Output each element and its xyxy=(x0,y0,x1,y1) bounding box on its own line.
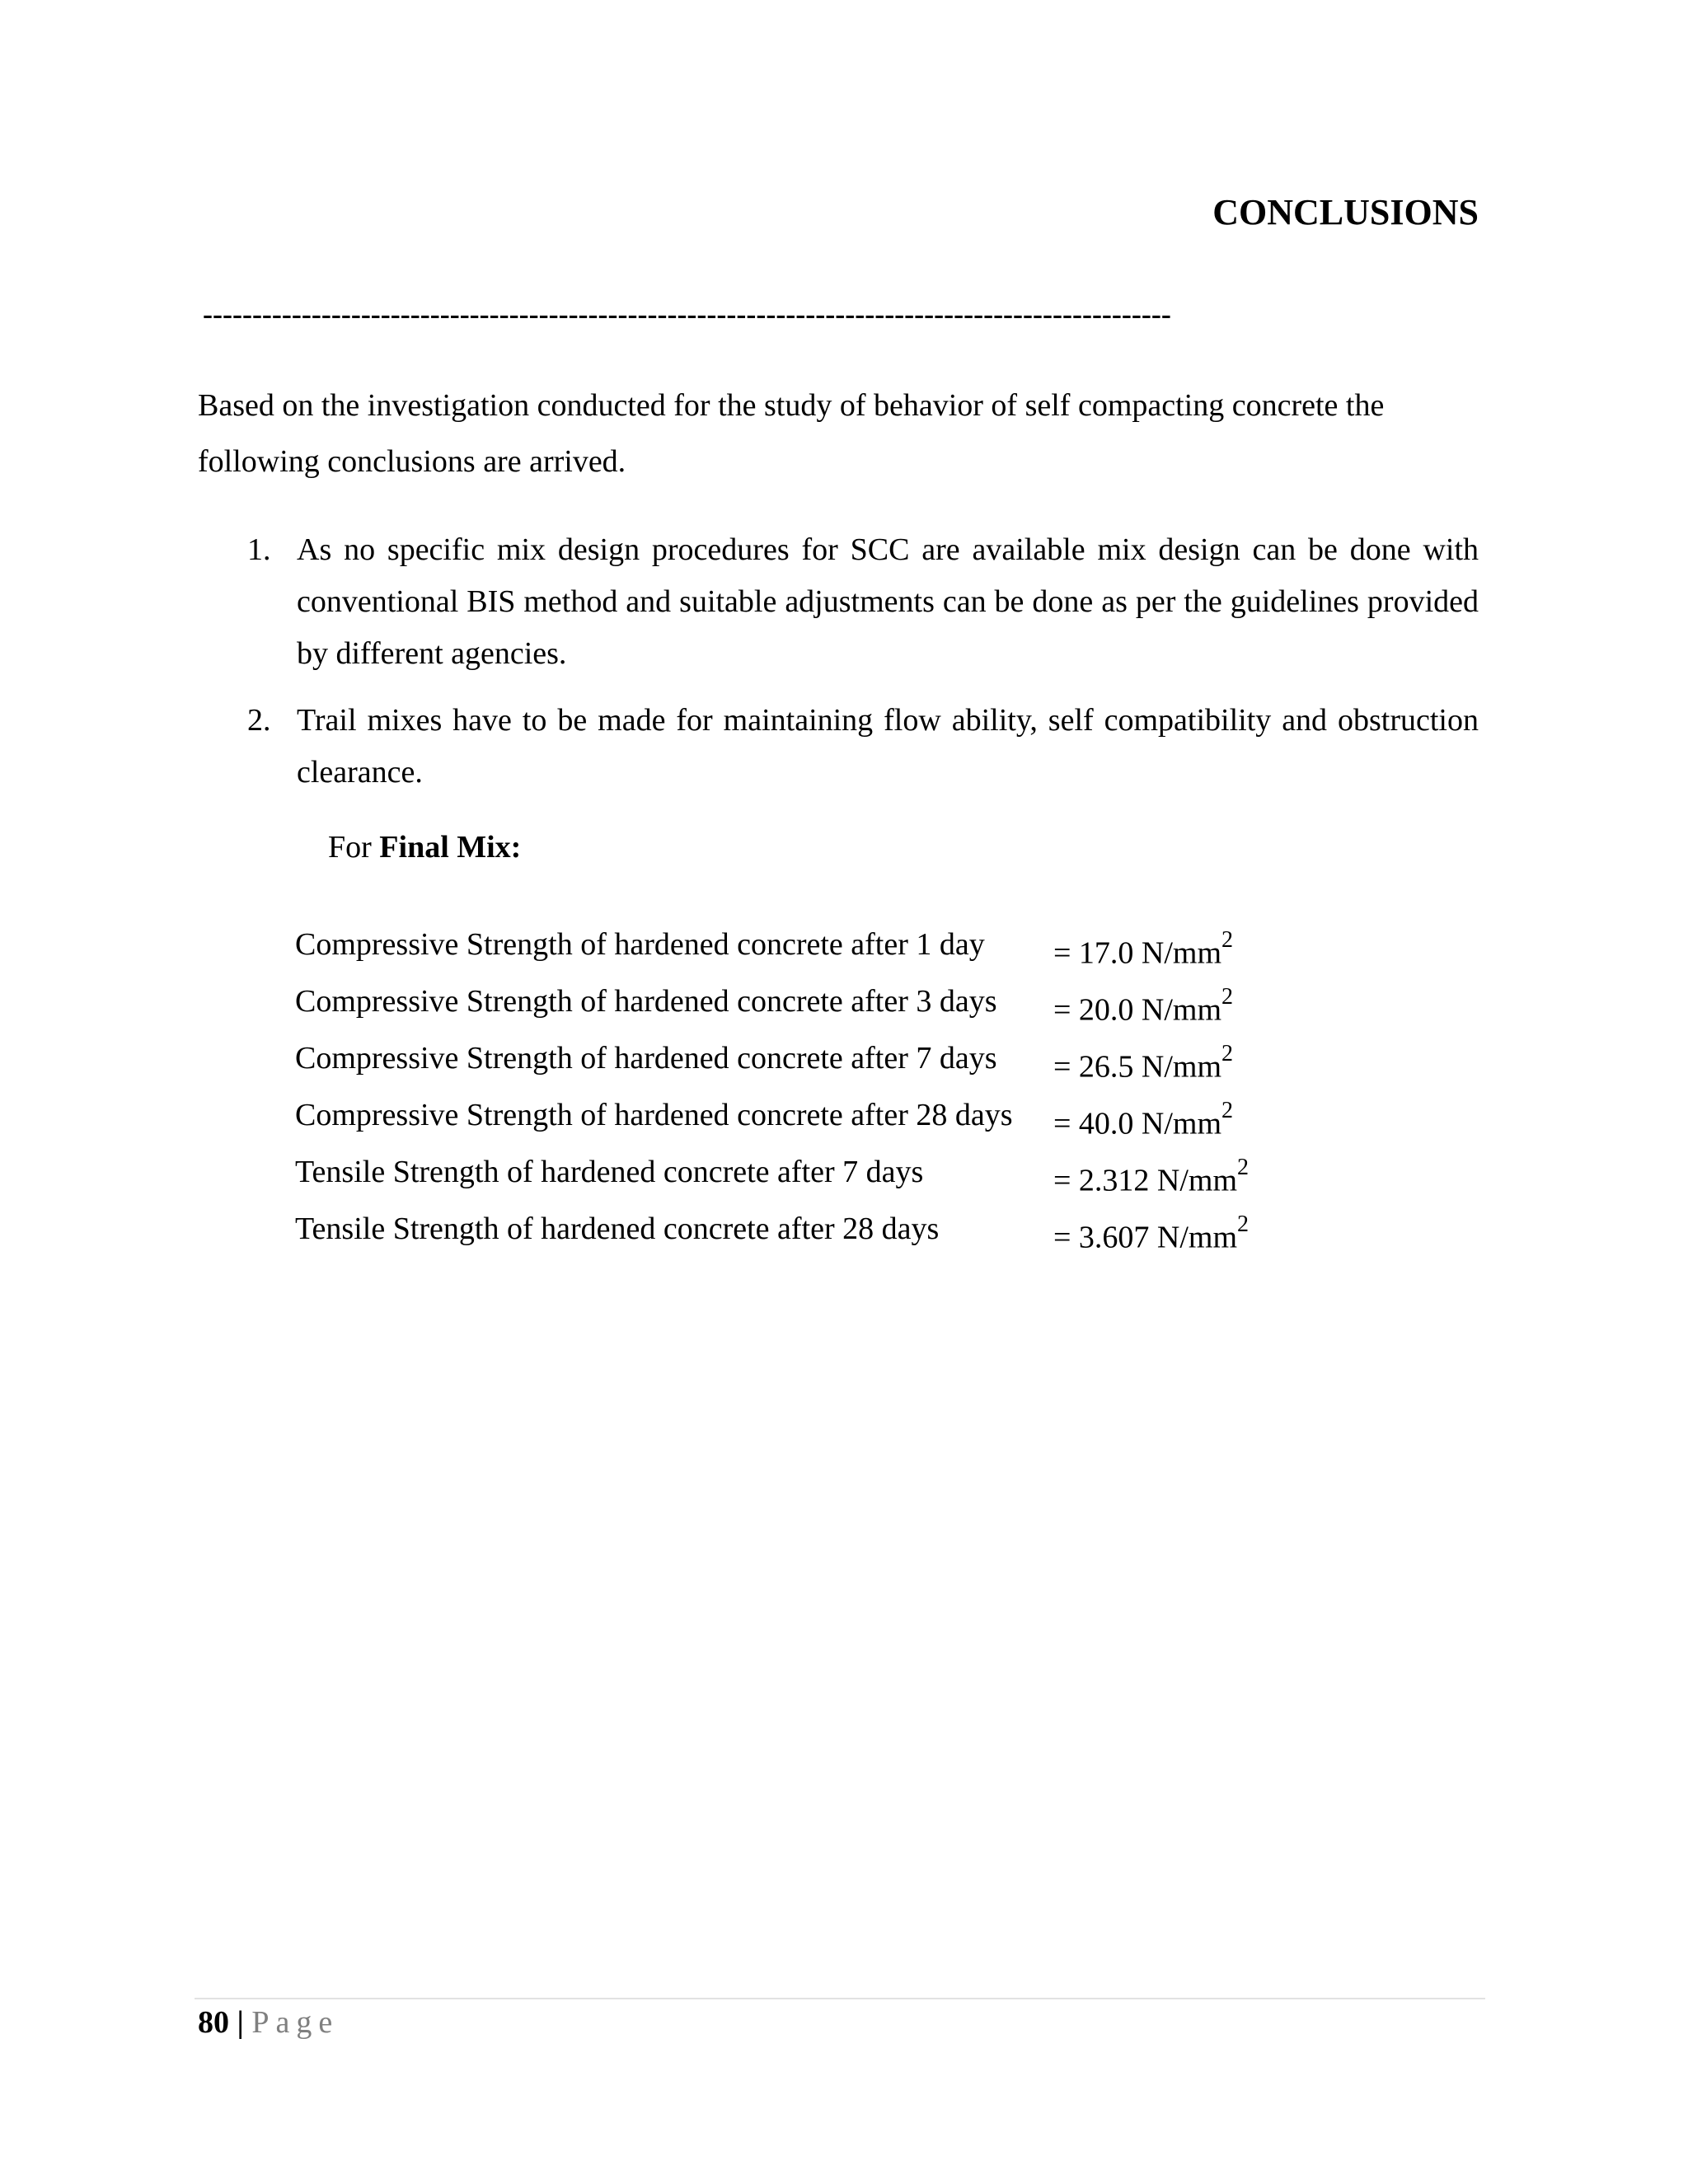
final-mix-heading xyxy=(328,827,521,868)
result-value: = 40.0 $N/mm^2$ xyxy=(1053,1098,1234,1141)
result-label: Compressive Strength of hardened concrete after 1 day xyxy=(295,927,985,962)
page-footer xyxy=(198,2004,339,2042)
intro-paragraph: Based on the investigation conducted for the study of behavior of self compacting concrete the following conclusions are arrived. xyxy=(198,388,1385,479)
result-label: Compressive Strength of hardened concrete after 3 days xyxy=(295,984,997,1019)
result-exponent: 2 xyxy=(1221,1098,1234,1123)
result-label: Compressive Strength of hardened concrete after 28 days xyxy=(295,1098,1013,1132)
list-item xyxy=(198,524,1479,680)
result-value: = 20.0 $N/mm^2$ xyxy=(1053,984,1234,1028)
list-item-number: 2. xyxy=(247,703,271,738)
conclusions-list xyxy=(198,524,1479,813)
page-label: Page xyxy=(251,2005,340,2040)
page-number: 80 xyxy=(198,2005,229,2040)
page-title: CONCLUSIONS xyxy=(1212,192,1479,232)
result-exponent: 2 xyxy=(1221,1041,1234,1066)
result-exponent: 2 xyxy=(1221,927,1234,953)
result-value: = 2.312 $N/mm^2$ xyxy=(1053,1155,1250,1198)
footer-separator: | xyxy=(237,2005,244,2040)
result-value: = 3.607 $N/mm^2$ xyxy=(1053,1212,1250,1255)
final-mix-label: Final Mix: xyxy=(379,830,522,865)
result-label: Compressive Strength of hardened concrete after 7 days xyxy=(295,1041,997,1076)
footer-divider xyxy=(195,1998,1485,1999)
list-item-text: As no specific mix design procedures for SCC are available mix design can be done with conventional BIS method and suitable adjustments can be done as per the guidelines provided by different agencies. xyxy=(297,532,1479,671)
result-value: = 26.5 $N/mm^2$ xyxy=(1053,1041,1234,1085)
final-mix-prefix: For xyxy=(328,830,372,865)
list-item-number: 1. xyxy=(247,532,271,567)
result-value: = 17.0 $N/mm^2$ xyxy=(1053,927,1234,971)
result-exponent: 2 xyxy=(1237,1155,1250,1180)
result-label: Tensile Strength of hardened concrete after 28 days xyxy=(295,1212,940,1246)
list-item-text: Trail mixes have to be made for maintaining flow ability, self compatibility and obstruction clearance. xyxy=(297,703,1479,790)
result-exponent: 2 xyxy=(1221,984,1234,1010)
dashed-separator: -------------------------------------------------------------------------------------------------- xyxy=(203,298,1171,330)
result-exponent: 2 xyxy=(1237,1212,1250,1237)
list-item xyxy=(198,695,1479,799)
result-label: Tensile Strength of hardened concrete after 7 days xyxy=(295,1155,924,1189)
